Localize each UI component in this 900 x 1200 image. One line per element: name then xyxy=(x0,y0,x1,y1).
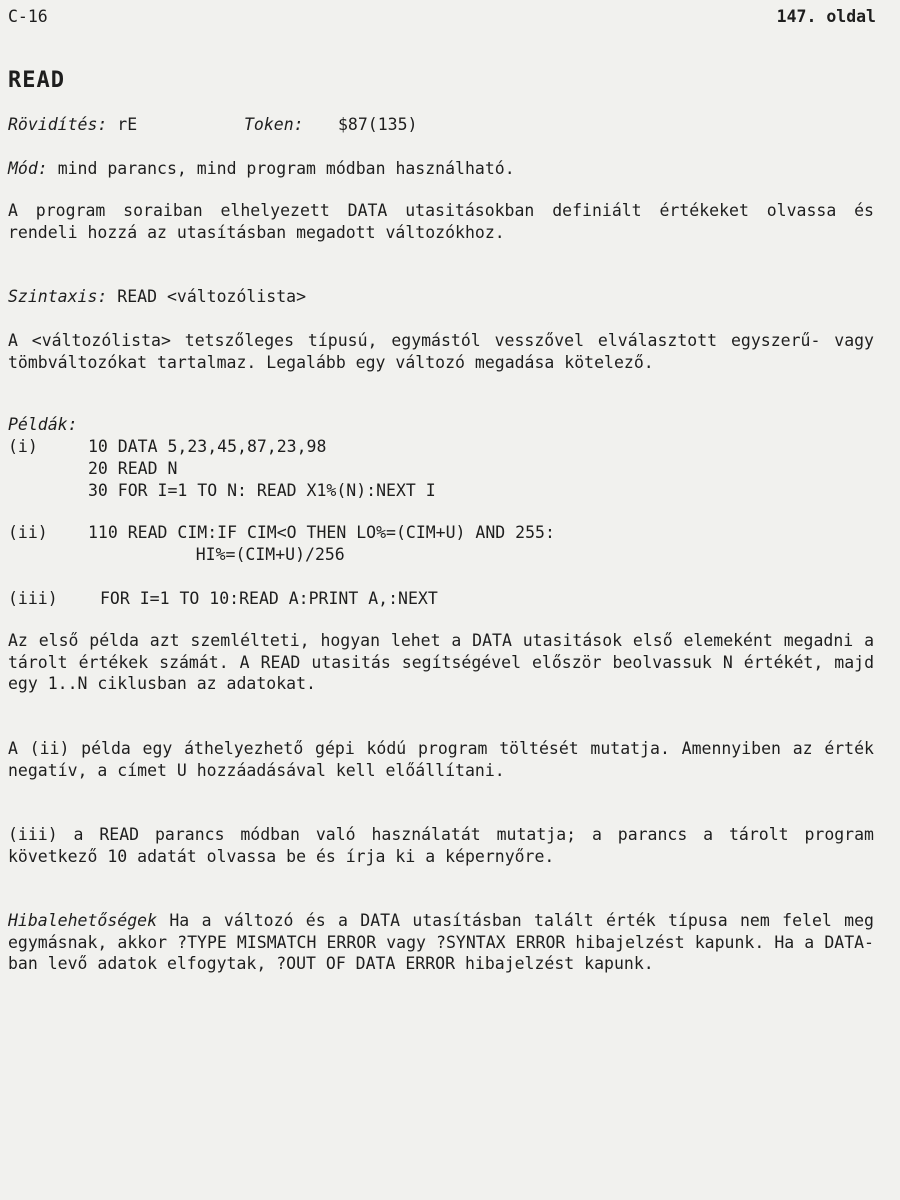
example-3 xyxy=(8,588,874,610)
page-header xyxy=(8,6,876,30)
example-2 xyxy=(8,522,874,566)
example-number: (iii) xyxy=(8,589,58,608)
mode-label: Mód: xyxy=(8,159,48,178)
description-paragraph: A program soraiban elhelyezett DATA utasitásokban definiált értékeket olvassa és rendeli hozzá az utasításban megadott változókhoz. xyxy=(8,201,874,242)
errors-paragraph xyxy=(8,910,874,975)
token-value: $87(135) xyxy=(338,115,418,134)
explanation-paragraph-2: A (ii) példa egy áthelyezhető gépi kódú program töltését mutatja. Amennyiben az érték negatív, a címet U hozzáadásával kell előállítani. xyxy=(8,739,874,780)
mode-line xyxy=(8,158,874,180)
code-line: 20 READ N xyxy=(88,459,178,478)
code-line: 30 FOR I=1 TO N: READ X1%(N):NEXT I xyxy=(88,481,436,500)
abbrev-label: Rövidítés: xyxy=(8,115,108,134)
page-number: 147. oldal xyxy=(776,7,876,26)
explanation-paragraph-3: (iii) a READ parancs módban való használatát mutatja; a parancs a tárolt program következő 10 adatát olvassa be és írja ki a képernyőre. xyxy=(8,825,874,866)
syntax-label: Szintaxis: xyxy=(8,287,108,306)
code-line: 110 READ CIM:IF CIM<O THEN LO%=(CIM+U) AND 255: xyxy=(88,523,555,542)
code-line: FOR I=1 TO 10:READ A:PRINT A,:NEXT xyxy=(100,589,438,608)
explanation-paragraph-1: Az első példa azt szemlélteti, hogyan lehet a DATA utasitások első elemeként megadni a tárolt értékek számát. A READ utasitás segítségével először beolvassuk N értékét, majd egy 1..N ciklusban az adatokat. xyxy=(8,631,874,694)
abbreviation-line xyxy=(8,114,874,136)
chapter-code: C-16 xyxy=(8,7,48,26)
example-number: (i) xyxy=(8,437,38,456)
command-title: READ xyxy=(8,68,65,93)
syntax-line xyxy=(8,286,874,308)
abbrev-value: rE xyxy=(117,115,138,134)
errors-label: Hibalehetőségek xyxy=(8,911,158,930)
examples-label: Példák: xyxy=(8,415,78,434)
token-label: Token: xyxy=(244,115,304,134)
varlist-paragraph: A <változólista> tetszőleges típusú, egymástól vesszővel elválasztott egyszerű- vagy tömbváltozókat tartalmaz. Legalább egy változó megadása kötelező. xyxy=(8,331,874,372)
example-number: (ii) xyxy=(8,523,48,542)
code-line: 10 DATA 5,23,45,87,23,98 xyxy=(88,437,327,456)
syntax-text: READ <változólista> xyxy=(117,287,307,306)
code-line: HI%=(CIM+U)/256 xyxy=(156,545,345,564)
mode-text: mind parancs, mind program módban használható. xyxy=(57,159,515,178)
example-1 xyxy=(8,436,874,502)
errors-text: Ha a változó és a DATA utasításban talált érték típusa nem felel meg egymásnak, akkor ?TYPE MISMATCH ERROR vagy ?SYNTAX ERROR hibajelzést kapunk. Ha a DATA-ban levő adatok elfogytak, ?OUT OF DATA ERROR hibajelzést kapunk. xyxy=(8,911,874,974)
